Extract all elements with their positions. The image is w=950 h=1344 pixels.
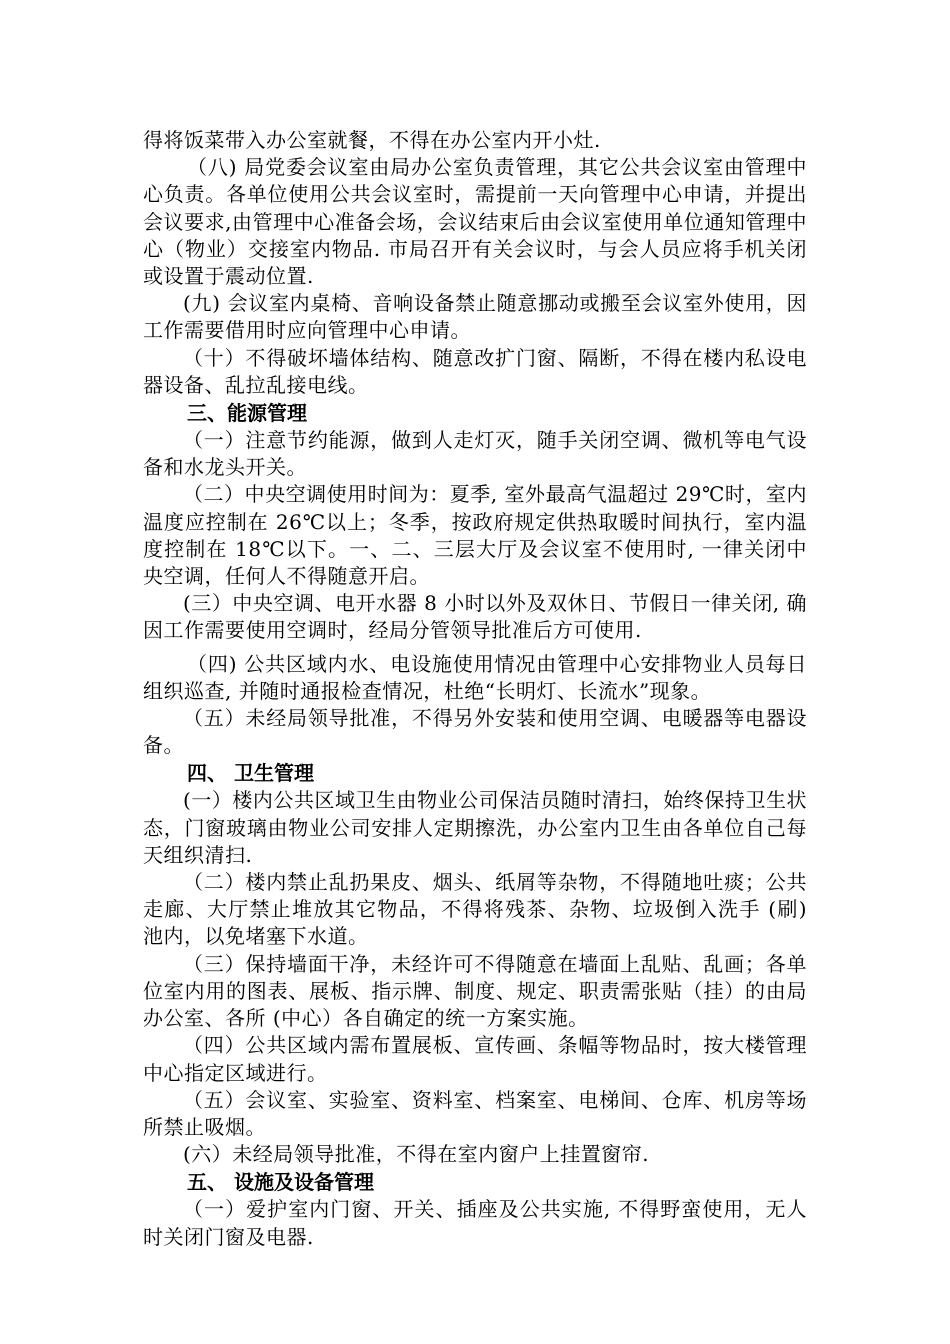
paragraph-hygiene-6: (六）未经局领导批准，不得在室内窗户上挂置窗帘. [183, 1142, 650, 1167]
paragraph-energy-4: （四) 公共区域内水、电设施使用情况由管理中心安排物业人员每日组织巡查, 并随时通报检查情况，杜绝“长明灯、长流水”现象。 [143, 651, 807, 703]
paragraph-hygiene-1: (一）楼内公共区域卫生由物业公司保洁员随时清扫，始终保持卫生状态，门窗玻璃由物业公司安排人定期擦洗，办公室内卫生由各单位自己每天组织清扫. [143, 788, 807, 867]
paragraph-hygiene-4: （四）公共区域内需布置展板、宣传画、条幅等物品时，按大楼管理中心指定区域进行。 [143, 1033, 807, 1085]
paragraph-energy-2: （二）中央空调使用时间为：夏季, 室外最高气温超过 29℃时，室内温度应控制在 26℃以上；冬季，按政府规定供热取暖时间执行，室内温度控制在 18℃以下。一、二、三层大厅及会议室不使用时, 一律关闭中央空调，任何人不得随意开启。 [143, 482, 807, 589]
paragraph-item-8: （八) 局党委会议室由局办公室负责管理，其它公共会议室由管理中心负责。各单位使用公共会议室时，需提前一天向管理中心申请，并提出会议要求,由管理中心准备会场，会议结束后由会议室使用单位通知管理中心（物业）交接室内物品. 市局召开有关会议时，与会人员应将手机关闭或设置于震动位置. [143, 155, 807, 289]
paragraph-energy-3: (三）中央空调、电开水器 8 小时以外及双休日、节假日一律关闭, 确因工作需要使用空调时，经局分管领导批准后方可使用. [143, 591, 807, 643]
section-heading-hygiene: 四、 卫生管理 [187, 761, 314, 786]
paragraph-item-9: (九) 会议室内桌椅、音响设备禁止随意挪动或搬至会议室外使用，因工作需要借用时应向管理中心申请。 [143, 291, 807, 343]
paragraph-item-10: （十）不得破坏墙体结构、随意改扩门窗、隔断，不得在楼内私设电器设备、乱拉乱接电线。 [143, 345, 807, 397]
section-heading-facilities: 五、 设施及设备管理 [187, 1170, 374, 1195]
paragraph-energy-1: （一）注意节约能源，做到人走灯灭，随手关闭空调、微机等电气设备和水龙头开关。 [143, 428, 807, 480]
paragraph-energy-5: （五）未经局领导批准，不得另外安装和使用空调、电暖器等电器设备。 [143, 706, 807, 758]
paragraph-facilities-1: （一）爱护室内门窗、开关、插座及公共实施, 不得野蛮使用，无人时关闭门窗及电器. [143, 1197, 807, 1249]
paragraph-hygiene-2: （二）楼内禁止乱扔果皮、烟头、纸屑等杂物，不得随地吐痰；公共走廊、大厅禁止堆放其它物品，不得将残茶、杂物、垃圾倒入洗手 (刷) 池内，以免堵塞下水道。 [143, 870, 807, 949]
section-heading-energy: 三、能源管理 [187, 401, 307, 426]
paragraph-hygiene-5: （五）会议室、实验室、资料室、档案室、电梯间、仓库、机房等场所禁止吸烟。 [143, 1087, 807, 1139]
paragraph-hygiene-3: （三）保持墙面干净，未经许可不得随意在墙面上乱贴、乱画；各单位室内用的图表、展板、指示牌、制度、规定、职责需张贴（挂）的由局办公室、各所 (中心）各自确定的统一方案实施。 [143, 951, 807, 1031]
paragraph-continuation: 得将饭菜带入办公室就餐，不得在办公室内开小灶. [143, 128, 601, 152]
